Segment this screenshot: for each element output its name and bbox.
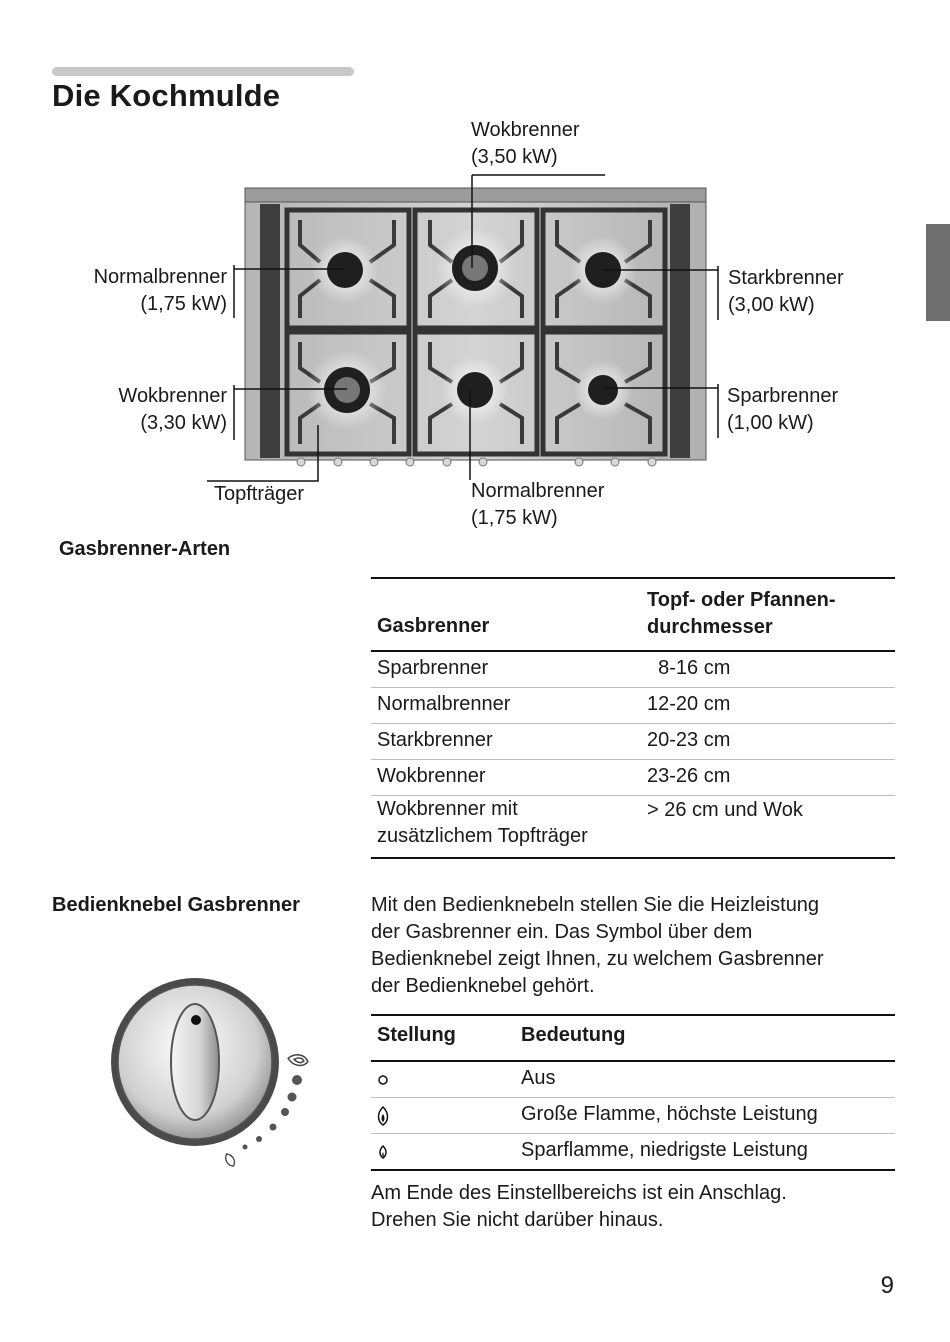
burner-types-heading: Gasbrenner-Arten [59, 538, 231, 560]
column-header-burner: Gasbrenner [377, 615, 490, 637]
table-row: Normalbrenner 12-20 cm [371, 688, 895, 724]
table-row: Sparbrenner 8-16 cm [371, 652, 895, 688]
label-pot-support: Topfträger [214, 483, 305, 505]
table-row: Wokbrenner 23-26 cm [371, 760, 895, 796]
label-wok-burner-top: Wokbrenner (3,50 kW) [471, 119, 580, 168]
table-row: Starkbrenner 20-23 cm [371, 724, 895, 760]
label-normal-burner-bottom: Normalbrenner (1,75 kW) [471, 480, 605, 529]
label-economy-burner: Sparbrenner (1,00 kW) [727, 385, 839, 434]
burner-types-table [371, 577, 895, 859]
knob-position-table [371, 1014, 895, 1171]
column-header-diameter: Topf- oder Pfannen- durchmesser [647, 589, 836, 638]
column-header-meaning: Bedeutung [521, 1024, 626, 1046]
table-row: Sparflamme, niedrigste Leistung [371, 1134, 895, 1171]
page-title: Die Kochmulde [52, 78, 281, 113]
label-wok-burner-left: Wokbrenner (3,30 kW) [118, 385, 227, 434]
table-header [371, 1014, 895, 1062]
knob-intro-paragraph: Mit den Bedienknebeln stellen Sie die Heizleistung der Gasbrenner ein. Das Symbol über dem Bedienknebel zeigt Ihnen, zu welchem Gasbrenner der Bedienknebel gehört. [371, 894, 824, 997]
label-strong-burner: Starkbrenner (3,00 kW) [728, 267, 844, 316]
page-number: 9 [880, 1272, 894, 1299]
table-row: Große Flamme, höchste Leistung [371, 1098, 895, 1134]
knob-section-heading: Bedienknebel Gasbrenner [52, 894, 300, 916]
knob-outro-paragraph: Am Ende des Einstellbereichs ist ein Anschlag. Drehen Sie nicht darüber hinaus. [371, 1182, 787, 1231]
column-header-position: Stellung [377, 1024, 456, 1046]
table-row: Aus [371, 1062, 895, 1098]
off-circle-icon [377, 1074, 389, 1086]
large-flame-icon [376, 1105, 390, 1127]
control-knob-illustration [100, 970, 340, 1180]
table-row: Wokbrenner mit zusätzlichem Topfträger > 26 cm und Wok [371, 796, 895, 859]
table-header [371, 577, 895, 652]
small-flame-icon [377, 1144, 389, 1160]
label-normal-burner-left: Normalbrenner (1,75 kW) [93, 266, 227, 315]
